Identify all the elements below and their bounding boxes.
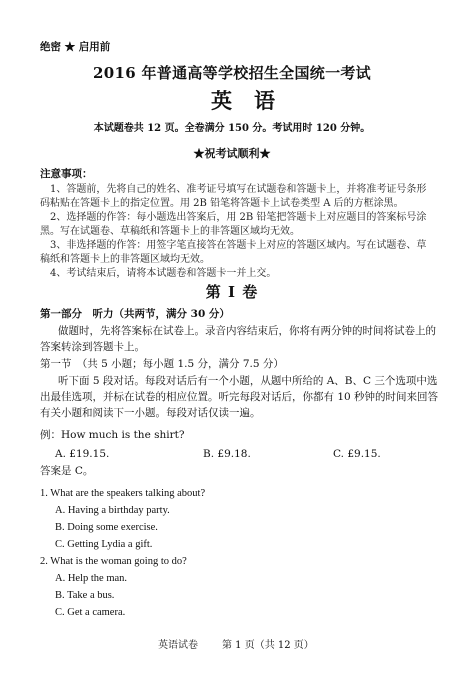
example-option-c: C. £9.15. [333, 448, 381, 460]
note-line: 3、非选择题的作答：用签字笔直接答在答题卡上对应的答题区域内。写在试题卷、草 [50, 240, 427, 251]
confidential-label: 绝密 ★ 启用前 [40, 41, 111, 53]
example-option-b: B. £9.18. [203, 448, 251, 460]
footer-label: 英语试卷 [158, 640, 198, 651]
question-2-option-a: A. Help the man. [55, 573, 128, 584]
notes-title: 注意事项： [40, 168, 93, 180]
part1-heading: 第一部分 听力（共两节，满分 30 分） [40, 308, 230, 320]
section1-heading: 第一节 （共 5 小题；每小题 1.5 分，满分 7.5 分） [40, 358, 284, 370]
exam-meta: 本试题卷共 12 页。全卷满分 150 分。考试用时 120 分钟。 [93, 123, 371, 134]
question-2-option-b: B. Take a bus. [55, 590, 115, 601]
example-option-a: A. £19.15. [55, 448, 110, 460]
section1-intro-line: 听下面 5 段对话。每段对话后有一个小题，从题中所给的 A、B、C 三个选项中选 [58, 375, 438, 387]
question-2: 2. What is the woman going to do? [40, 556, 187, 567]
part1-intro-line: 做题时，先将答案标在试卷上。录音内容结束后，你将有两分钟的时间将试卷上的 [58, 325, 436, 337]
question-2-option-c: C. Get a camera. [55, 607, 126, 618]
note-line: 稿纸和答题卡上的非答题区域均无效。 [40, 254, 210, 265]
question-1: 1. What are the speakers talking about? [40, 488, 206, 499]
note-line: 码粘贴在答题卡上的指定位置。用 2B 铅笔将答题卡上试卷类型 A 后的方框涂黑。 [40, 198, 404, 209]
example-question: 例：How much is the shirt? [40, 429, 185, 441]
section1-intro-line: 有关小题和阅读下一小题。每段对话仅读一遍。 [40, 407, 261, 419]
section1-intro-line: 出最佳选项，并标在试卷的相应位置。听完每段对话后，你都有 10 秒钟的时间来回答 [40, 391, 439, 403]
page-footer [158, 641, 338, 651]
note-line: 2、选择题的作答：每小题选出答案后，用 2B 铅笔把答题卡上对应题目的答案标号涂 [50, 212, 427, 223]
footer-page-number: 第 1 页（共 12 页） [222, 640, 314, 651]
good-luck-line: ★祝考试顺利★ [193, 147, 271, 160]
exam-title: 2016 年普通高等学校招生全国统一考试 [93, 64, 371, 82]
example-options [55, 448, 415, 462]
question-1-option-c: C. Getting Lydia a gift. [55, 539, 153, 550]
example-answer: 答案是 C。 [40, 465, 94, 477]
note-line: 4、考试结束后，请将本试题卷和答题卡一并上交。 [50, 268, 277, 279]
note-line: 黑。写在试题卷、草稿纸和答题卡上的非答题区域均无效。 [40, 226, 300, 237]
note-line: 1、答题前，先将自己的姓名、准考证号填写在试题卷和答题卡上，并将准考证号条形 [50, 184, 427, 195]
question-1-option-a: A. Having a birthday party. [55, 505, 170, 516]
subject-title: 英语 [211, 88, 297, 113]
question-1-option-b: B. Doing some exercise. [55, 522, 158, 533]
volume-heading: 第 I 卷 [205, 283, 259, 301]
part1-intro-line: 答案转涂到答题卡上。 [40, 341, 145, 353]
